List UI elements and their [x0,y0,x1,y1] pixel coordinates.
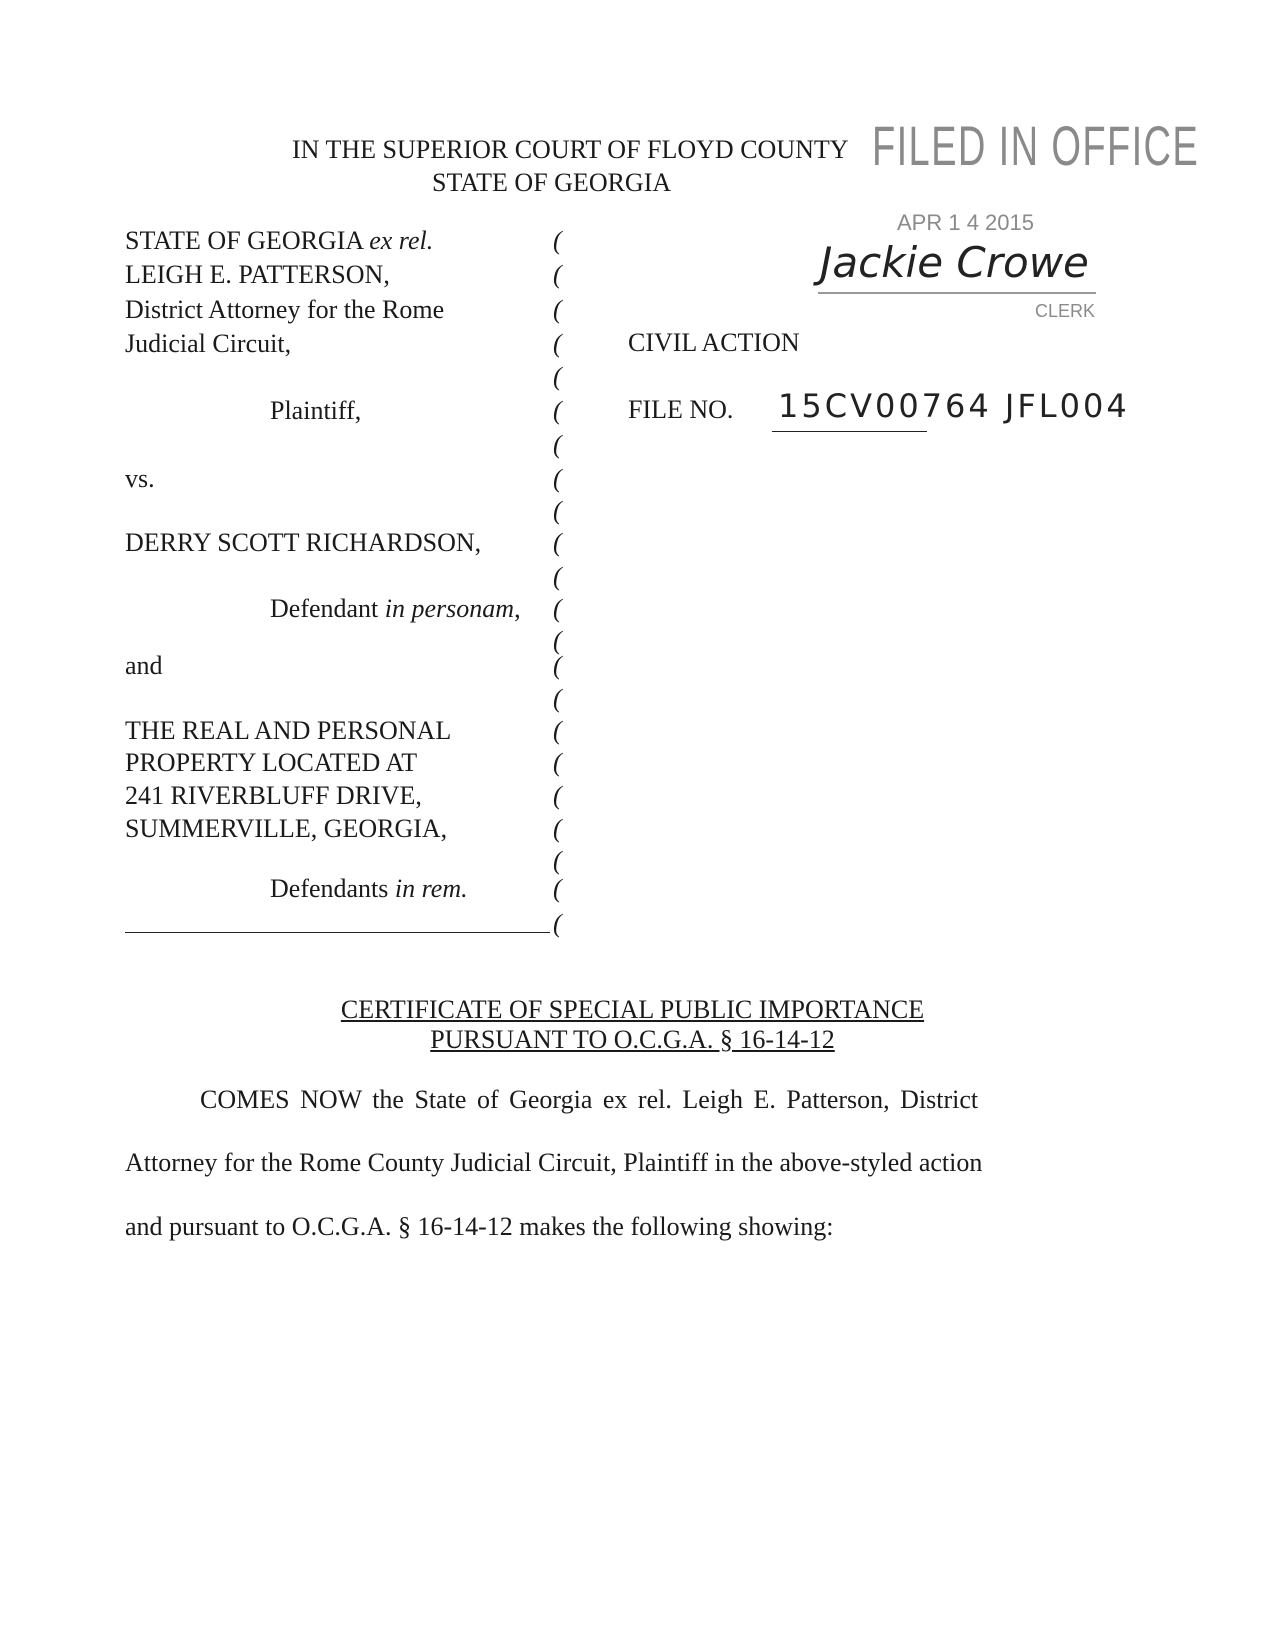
document-title: CERTIFICATE OF SPECIAL PUBLIC IMPORTANCE [340,995,925,1024]
caption-paren: ( [553,684,562,713]
body-line: COMES NOW the State of Georgia ex rel. Leigh E. Patterson, District [200,1085,979,1114]
caption-underline [125,932,550,933]
stamp-clerk: CLERK [1035,301,1096,321]
defendant-label: Defendant in personam, [270,594,521,623]
caption-paren: ( [553,748,562,777]
property-line: 241 RIVERBLUFF DRIVE, [125,781,422,810]
caption-paren: ( [553,464,562,493]
property-line: PROPERTY LOCATED AT [125,748,418,777]
caption-paren: ( [553,814,562,843]
plaintiff-label: Plaintiff, [270,396,362,425]
caption-paren: ( [553,496,562,525]
filed-stamp: FILED IN OFFICE [872,114,1200,177]
caption-paren: ( [553,396,562,425]
caption-line: STATE OF GEORGIA ex rel. [125,226,434,255]
file-number-line [772,431,927,432]
defendant-name: DERRY SCOTT RICHARDSON, [125,528,482,557]
caption-paren: ( [553,528,562,557]
caption-paren: ( [553,626,562,655]
state-heading: STATE OF GEORGIA [432,168,672,197]
caption-paren: ( [553,295,562,324]
file-number-handwritten: 15CV00764 JFL004 [778,387,1130,425]
caption-line: Judicial Circuit, [125,329,292,358]
caption-paren: ( [553,362,562,391]
caption-paren: ( [553,562,562,591]
defendants-label: Defendants in rem. [270,874,468,903]
caption-paren: ( [553,874,562,903]
clerk-signature: Jackie Crowe [820,238,1089,287]
property-line: SUMMERVILLE, GEORGIA, [125,814,448,843]
document-subtitle: PURSUANT TO O.C.G.A. § 16-14-12 [430,1025,835,1054]
civil-action-label: CIVIL ACTION [628,328,800,357]
caption-line: LEIGH E. PATTERSON, [125,260,390,289]
caption-paren: ( [553,329,562,358]
caption-paren: ( [553,781,562,810]
caption-paren: ( [553,846,562,875]
body-line: Attorney for the Rome County Judicial Circuit, Plaintiff in the above-styled action [125,1148,983,1177]
caption-paren: ( [553,651,562,680]
stamp-date: APR 1 4 2015 [897,210,1034,235]
caption-paren: ( [553,260,562,289]
caption-line: District Attorney for the Rome [125,295,445,324]
vs-label: vs. [125,464,155,493]
and-label: and [125,651,163,680]
court-heading: IN THE SUPERIOR COURT OF FLOYD COUNTY [292,135,849,164]
caption-paren: ( [553,909,562,938]
caption-paren: ( [553,430,562,459]
signature-line [818,292,1096,294]
caption-paren: ( [553,716,562,745]
property-line: THE REAL AND PERSONAL [125,716,452,745]
file-number-label: FILE NO. [628,395,734,424]
body-line: and pursuant to O.C.G.A. § 16-14-12 makes the following showing: [125,1212,834,1241]
caption-paren: ( [553,594,562,623]
caption-paren: ( [553,226,562,255]
